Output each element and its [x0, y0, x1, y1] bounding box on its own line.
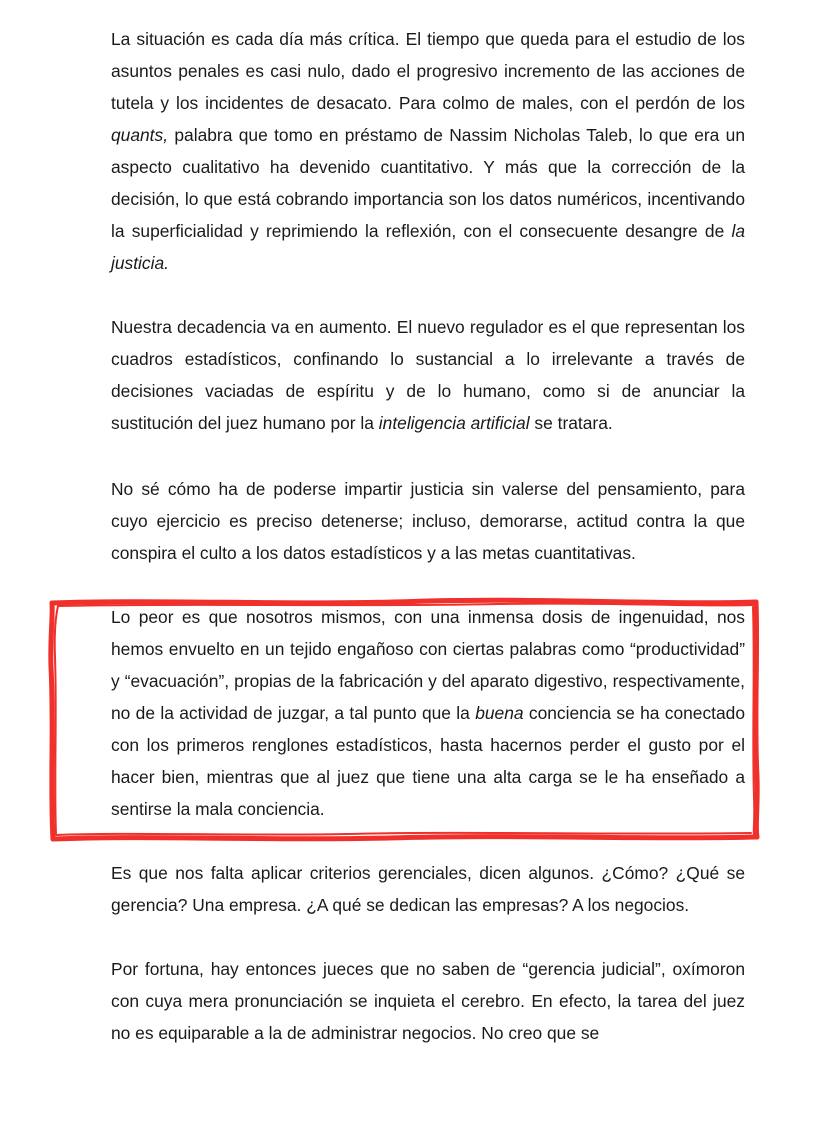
paragraph-2-text-b: se tratara. — [529, 413, 613, 433]
paragraph-2 — [111, 311, 745, 439]
paragraph-5-text: Es que nos falta aplicar criterios gerenciales, dicen algunos. ¿Cómo? ¿Qué se gerencia? Una empresa. ¿A qué se dedican las empresas? A los negocios. — [111, 863, 745, 915]
paragraph-2-text-a: Nuestra decadencia va en aumento. El nuevo regulador es el que representan los cuadros estadísticos, confinando lo sustancial a lo irrelevante a través de decisiones vaciadas de espíritu y de lo humano, como si de anunciar la sustitución del juez humano por la — [111, 317, 745, 433]
paragraph-6 — [111, 953, 745, 1049]
highlight-stroke-right — [756, 602, 757, 837]
highlight-stroke-left-2 — [55, 606, 58, 835]
paragraph-4-text-b: conciencia se ha conectado con los primeros renglones estadísticos, hasta hacernos perder el gusto por el hacer bien, mientras que al juez que tiene una alta carga se le ha enseñado a sentirse la mala conciencia. — [111, 703, 746, 819]
paragraph-4-italic-buena: buena — [475, 703, 524, 723]
highlight-stroke-bottom — [53, 837, 757, 839]
paragraph-6-text: Por fortuna, hay entonces jueces que no saben de “gerencia judicial”, oxímoron con cuya mera pronunciación se inquieta el cerebro. En efecto, la tarea del juez no es equiparable a la de administrar negocios. No creo que se — [111, 959, 745, 1043]
paragraph-2-italic-ia: inteligencia artificial — [378, 413, 530, 433]
paragraph-5 — [111, 857, 745, 921]
highlight-stroke-right-2 — [753, 607, 754, 835]
paragraph-1-italic-justicia: la justicia. — [111, 221, 745, 273]
paragraph-1-text-b: palabra que tomo en préstamo de Nassim Nicholas Taleb, lo que era un aspecto cualitativo ha devenido cuantitativo. Y más que la corrección de la decisión, lo que está cobrando importancia son los datos numéricos, incentivando la superficialidad y reprimiendo la reflexión, con el consecuente desangre de — [111, 125, 745, 241]
paragraph-4-text-a: Lo peor es que nosotros mismos, con una inmensa dosis de ingenuidad, nos hemos envuelto en un tejido engañoso con ciertas palabras como “productividad” y “evacuación”, propias de la fabricación y del aparato digestivo, respectivamente, no de la actividad de juzgar, a tal punto que la — [111, 607, 745, 723]
paragraph-1-italic-quants: quants, — [111, 125, 169, 145]
paragraph-4-highlighted — [111, 601, 745, 825]
paragraph-3 — [111, 473, 745, 569]
highlight-stroke-bottom-2 — [56, 833, 751, 835]
paragraph-1 — [111, 23, 745, 279]
highlight-stroke-left — [51, 603, 53, 839]
paragraph-1-text-a: La situación es cada día más crítica. El tiempo que queda para el estudio de los asuntos penales es casi nulo, dado el progresivo incremento de las acciones de tutela y los incidentes de desacato. Para colmo de males, con el perdón de los — [111, 29, 745, 113]
paragraph-3-text: No sé cómo ha de poderse impartir justicia sin valerse del pensamiento, para cuyo ejercicio es preciso detenerse; incluso, demorarse, actitud contra la que conspira el culto a los datos estadísticos y a las metas cuantitativas. — [111, 479, 745, 563]
